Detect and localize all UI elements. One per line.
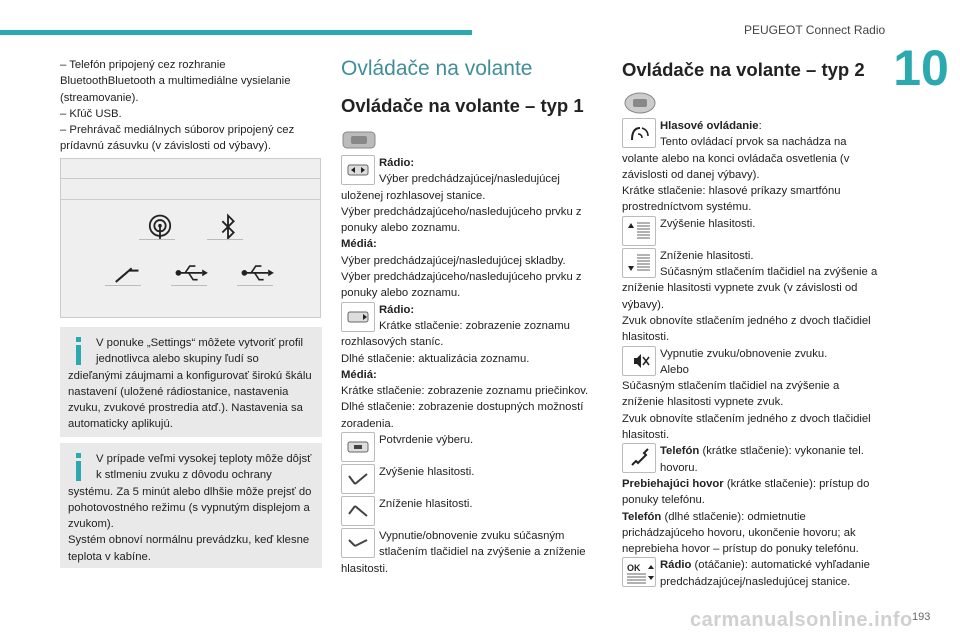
entry-seek: Rádio: Výber predchádzajúcej/nasledujúcej uloženej rozhlasovej stanice. Výber predchádzajúceho/nasledujúceho prvku z ponuky alebo zoznamu. Médiá: Výber predchádzajúcej/nasledujúcej skladby. Výber predchádzajúceho/nasledujúceho prvku z ponuky alebo zoznamu. [341, 157, 582, 300]
svg-text:OK: OK [627, 563, 641, 574]
header-title: PEUGEOT Connect Radio [744, 23, 886, 37]
mute-icon [341, 528, 375, 558]
list-item: – Telefón pripojený cez rozhranie BluetoothBluetooth a multimediálne vysielanie (streamovanie). [60, 59, 291, 104]
info-box-temperature [60, 443, 322, 568]
header-accent-bar [0, 30, 472, 35]
type1-entries [341, 155, 603, 577]
entry-volume-down: Zníženie hlasitosti. [341, 496, 603, 528]
steering-wheel-icon [622, 90, 658, 116]
entry-mute: Vypnutie/obnovenie zvuku súčasným stlačením tlačidiel na zvýšenie a zníženie hlasitosti. [341, 530, 586, 575]
type2-entries [622, 118, 884, 590]
screen-illustration [60, 158, 321, 318]
entry-voice: Hlasové ovládanie: Tento ovládací prvok sa nachádza na volante alebo na konci ovládača osvetlenia (v závislosti od danej výbavy). Krátke stlačenie: hlasové príkazy smartfónu prostredníctvom systému. [622, 120, 850, 214]
volume-up-icon [622, 216, 656, 246]
subsection-title-type1: Ovládače na volante – typ 1 [341, 95, 584, 116]
entry-mute: Vypnutie zvuku/obnovenie zvuku. Alebo Súčasným stlačením tlačidiel na zvýšenie a zníženie hlasitosti vypnete zvuk. Zvuk obnovíte stlačením jedného z dvoch tlačidiel hlasitosti. [622, 347, 871, 442]
entry-confirm: Potvrdenie výberu. [341, 432, 603, 464]
info-icon [68, 453, 90, 481]
page-number: 193 [912, 611, 931, 623]
ok-rotary-icon [622, 557, 656, 587]
entry-volume-up: Zvýšenie hlasitosti. [341, 464, 603, 496]
list-item: – Prehrávač mediálnych súborov pripojený cez prídavnú zásuvku (v závislosti od výbavy). [60, 124, 295, 153]
info-text: V prípade veľmi vysokej teploty môže dôjsť k stlmeniu zvuku z dôvodu ochrany systému. Za 5 minút alebo dlhšie môže prejsť do pohotovostného režimu (s vypnutým displejom a zvukom). [68, 453, 312, 531]
entry-phone: Telefón (krátke stlačenie): vykonanie tel. hovoru. [622, 443, 884, 476]
info-icon [68, 337, 90, 365]
entry-volume-down: Zníženie hlasitosti. Súčasným stlačením tlačidiel na zvýšenie a zníženie hlasitosti vypnete zvuk (v závislosti od výbavy). Zvuk obnovíte stlačením jedného z dvoch tlačidiel hlasitosti. [622, 249, 878, 344]
volume-up-icon [341, 464, 375, 494]
watermark: carmanualsonline.info [690, 609, 913, 631]
section-title: Ovládače na volante [341, 57, 533, 80]
phone-icon [622, 443, 656, 473]
source-list [60, 57, 322, 155]
steering-wheel-icon [341, 128, 377, 152]
info-text: Systém obnoví normálnu prevádzku, keď klesne teplota v kabíne. [68, 534, 310, 563]
seek-button-icon [341, 155, 375, 185]
chapter-number: 10 [893, 40, 949, 96]
confirm-button-icon [341, 432, 375, 462]
info-box-settings [60, 327, 322, 437]
entry-call-in-progress: Prebiehajúci hovor (krátke stlačenie): prístup do ponuky telefónu. Telefón (dlhé stlačenie): odmietnutie prichádzajúceho hovoru, ukončenie hovoru; ak neprebieha hovor – prístup do ponuky telefónu. [622, 477, 870, 556]
subsection-title-type2: Ovládače na volante – typ 2 [622, 59, 865, 80]
entry-list: Rádio: Krátke stlačenie: zobrazenie zoznamu rozhlasových staníc. Dlhé stlačenie: aktualizácia zoznamu. Médiá: Krátke stlačenie: zobrazenie zoznamu priečinkov. Dlhé stlačenie: zobrazenie dostupných možností zoradenia. [341, 303, 589, 430]
entry-volume-up: Zvýšenie hlasitosti. [622, 216, 884, 248]
volume-down-icon [622, 248, 656, 278]
list-item: – Kľúč USB. [60, 107, 122, 120]
voice-command-icon [622, 118, 656, 148]
entry-radio-rotate: OK Rádio (otáčanie): automatické vyhľadanie predchádzajúcej/nasledujúcej stanice. [622, 557, 884, 590]
list-button-icon [341, 302, 375, 332]
info-text: V ponuke „Settings“ môžete vytvoriť profil jednotlivca alebo skupiny ľudí so zdieľanými záujmami a konfigurovať širokú škálu nastavení (uložené rádiostanice, nastavenia zvuku, zvukové prostredia atď.). Nastavenia sa automaticky aplikujú. [68, 337, 312, 431]
volume-down-icon [341, 496, 375, 526]
mute-icon [622, 346, 656, 376]
